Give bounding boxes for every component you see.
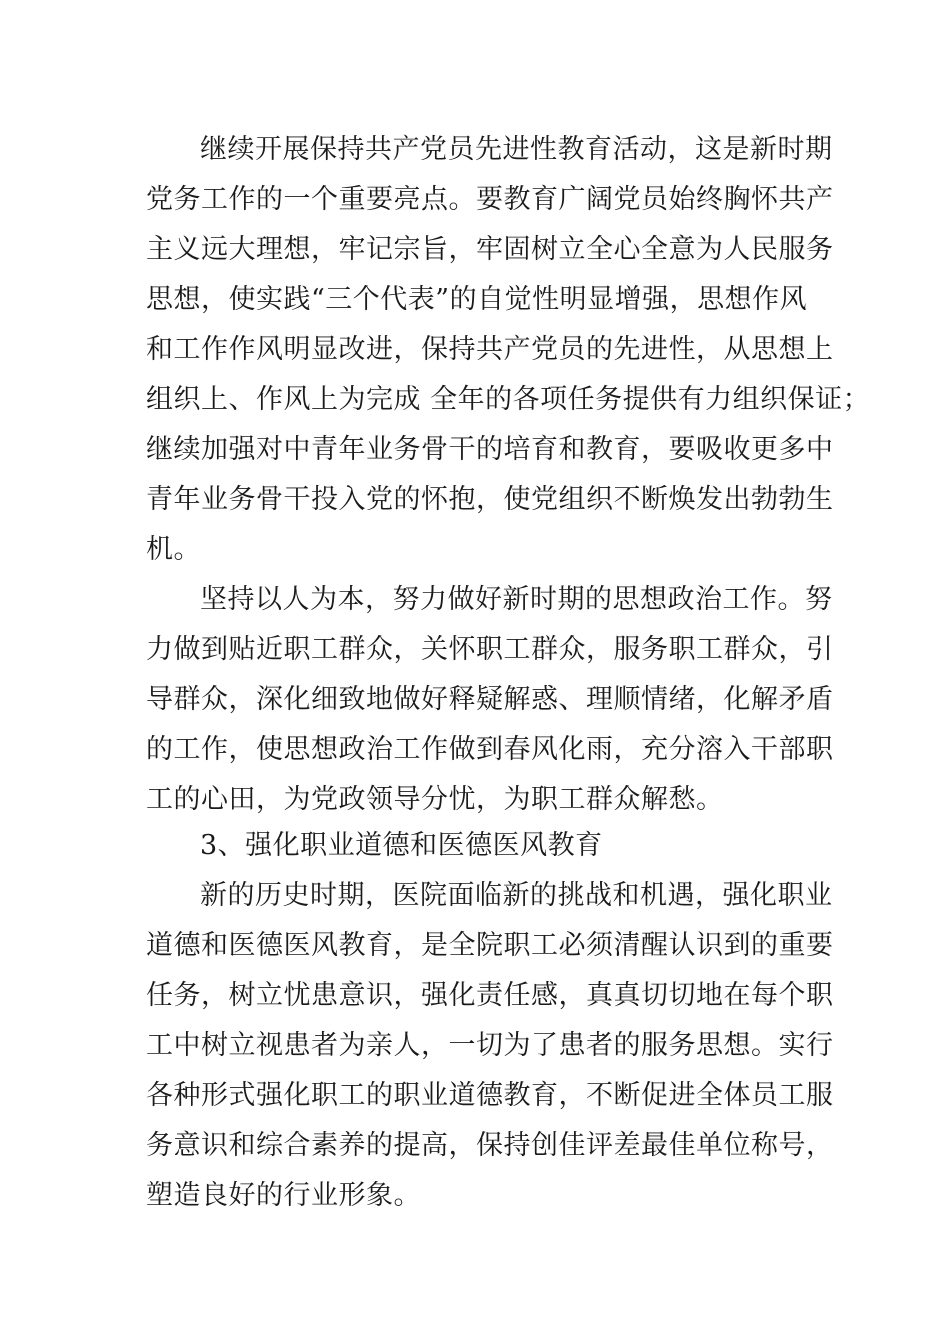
paragraph-1-line-9: 机。 xyxy=(146,534,201,565)
paragraph-2-line-4: 的工作，使思想政治工作做到春风化雨，充分溶入干部职 xyxy=(146,734,834,765)
paragraph-2-line-2: 力做到贴近职工群众，关怀职工群众，服务职工群众，引 xyxy=(146,634,834,665)
paragraph-1-line-1: 继续开展保持共产党员先进性教育活动，这是新时期 xyxy=(200,134,833,165)
paragraph-1-line-5: 和工作作风明显改进，保持共产党员的先进性，从思想上 xyxy=(146,334,834,365)
paragraph-3-line-6: 务意识和综合素养的提高，保持创佳评差最佳单位称号， xyxy=(146,1130,834,1161)
paragraph-3-line-4: 工中树立视患者为亲人，一切为了患者的服务思想。实行 xyxy=(146,1030,834,1061)
section-heading: 3、强化职业道德和医德医风教育 xyxy=(200,830,603,861)
paragraph-3-line-1: 新的历史时期，医院面临新的挑战和机遇，强化职业 xyxy=(200,880,833,911)
paragraph-1-line-3: 主义远大理想，牢记宗旨，牢固树立全心全意为人民服务 xyxy=(146,234,834,265)
paragraph-1-line-7: 继续加强对中青年业务骨干的培育和教育，要吸收更多中 xyxy=(146,434,834,465)
paragraph-2-line-1: 坚持以人为本，努力做好新时期的思想政治工作。努 xyxy=(200,584,833,615)
paragraph-1-line-6: 组织上、作风上为完成 全年的各项任务提供有力组织保证； xyxy=(146,384,871,415)
paragraph-1-line-2: 党务工作的一个重要亮点。要教育广阔党员始终胸怀共产 xyxy=(146,184,834,215)
paragraph-2-line-3: 导群众，深化细致地做好释疑解惑、理顺情绪，化解矛盾 xyxy=(146,684,834,715)
paragraph-3-line-2: 道德和医德医风教育，是全院职工必须清醒认识到的重要 xyxy=(146,930,834,961)
paragraph-3-line-5: 各种形式强化职工的职业道德教育，不断促进全体员工服 xyxy=(146,1080,834,1111)
paragraph-2-line-5: 工的心田，为党政领导分忧，为职工群众解愁。 xyxy=(146,784,724,815)
paragraph-1-line-4: 思想，使实践“三个代表”的自觉性明显增强，思想作风 xyxy=(146,284,808,315)
paragraph-1-line-8: 青年业务骨干投入党的怀抱，使党组织不断焕发出勃勃生 xyxy=(146,484,834,515)
paragraph-3-line-7: 塑造良好的行业形象。 xyxy=(146,1180,421,1211)
paragraph-3-line-3: 任务，树立忧患意识，强化责任感，真真切切地在每个职 xyxy=(146,980,834,1011)
